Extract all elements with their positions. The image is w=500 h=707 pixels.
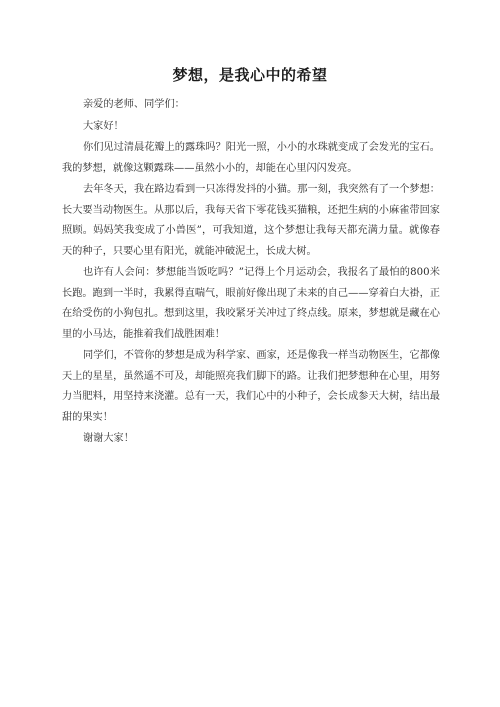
paragraph-1: 你们见过清晨花瓣上的露珠吗？阳光一照，小小的水珠就变成了会发光的宝石。我的梦想，就像这颗露珠——虽然小小的，却能在心里闪闪发亮。 (62, 142, 440, 174)
closing-line: 谢谢大家！ (83, 433, 134, 444)
paragraph-4: 同学们，不管你的梦想是成为科学家、画家，还是像我一样当动物医生，它都像天上的星星，虽然遥不可及，却能照亮我们脚下的路。让我们把梦想种在心里，用努力当肥料，用坚持来浇灌。总有一天，我们心中的小种子，会长成参天大树，结出最甜的果实！ (62, 350, 440, 423)
page-title: 梦想，是我心中的希望 (172, 66, 328, 84)
greeting-line: 亲爱的老师、同学们： (83, 99, 185, 110)
opening-line: 大家好！ (83, 120, 124, 132)
paragraph-3: 也许有人会问：梦想能当饭吃吗？”记得上个月运动会，我报名了最怕的800米长跑。跑到一半时，我累得直喘气，眼前好像出现了未来的自己——穿着白大褂，正在给受伤的小狗包扎。想到这里，我咬紧牙关冲过了终点线。原来，梦想就是藏在心里的小马达，能推着我们战胜困难！ (62, 267, 440, 340)
speech-body (62, 95, 440, 450)
paragraph-2: 去年冬天，我在路边看到一只冻得发抖的小猫。那一刻，我突然有了一个梦想：长大要当动物医生。从那以后，我每天省下零花钱买猫粮，还把生病的小麻雀带回家照顾。妈妈笑我变成了小兽医”，可我知道，这个梦想让我每天都充满力量。就像春天的种子，只要心里有阳光，就能冲破泥土，长成大树。 (62, 184, 440, 257)
